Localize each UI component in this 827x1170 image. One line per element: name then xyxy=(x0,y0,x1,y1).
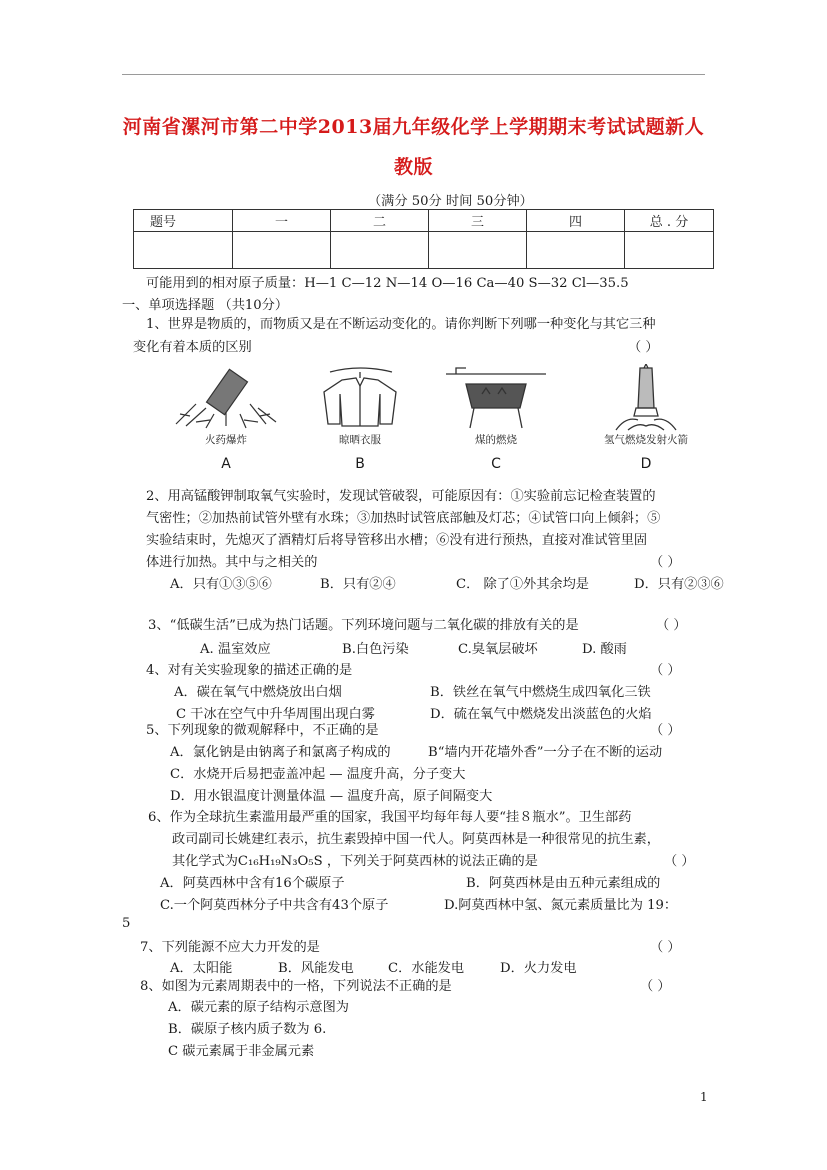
q1-text-cont: 变化有着本质的区别 xyxy=(133,340,252,355)
q1-answer-blank: （ ） xyxy=(628,340,659,355)
score-cell xyxy=(625,232,714,269)
q4-option-c: C 干冰在空气中升华周围出现白雾 xyxy=(176,707,375,722)
q2-option-d: D．只有②③⑥ xyxy=(634,577,724,592)
coal-burning-image xyxy=(436,364,556,432)
q8-text: 8、如图为元素周期表中的一格，下列说法不正确的是 xyxy=(140,979,452,994)
shirt-image xyxy=(300,364,420,432)
figure-c-caption: 煤的燃烧 xyxy=(475,434,517,446)
q1-figures xyxy=(166,364,710,476)
q7-option-d: D．火力发电 xyxy=(500,961,577,976)
q3-option-d: D. 酸雨 xyxy=(582,642,627,657)
q8-option-a: A．碳元素的原子结构示意图为 xyxy=(168,1000,349,1015)
section-heading: 一、单项选择题 （共10分） xyxy=(122,298,289,313)
q5-option-a: A．氯化钠是由钠离子和氯离子构成的 xyxy=(170,745,391,760)
q2-text: 2、用高锰酸钾制取氧气实验时，发现试管破裂，可能原因有：①实验前忘记检查装置的 xyxy=(146,489,656,504)
figure-b xyxy=(300,364,420,476)
figure-a-caption: 火药爆炸 xyxy=(205,434,247,446)
q6-option-d: D.阿莫西林中氢、氮元素质量比为 19： xyxy=(444,898,678,913)
q2-option-a: A．只有①③⑤⑥ xyxy=(170,577,272,592)
header-rule xyxy=(122,74,705,75)
q6-text-cont: 其化学式为C₁₆H₁₉N₃O₅S ，下列关于阿莫西林的说法正确的是 xyxy=(172,854,538,869)
q5-option-c: C．水烧开后易把壶盖冲起 — 温度升高，分子变大 xyxy=(170,767,466,782)
exam-info: （满分 50分 时间 50分钟） xyxy=(368,194,533,209)
q5-option-d: D．用水银温度计测量体温 — 温度升高，原子间隔变大 xyxy=(170,789,493,804)
q2-answer-blank: （ ） xyxy=(650,555,681,570)
figure-d xyxy=(586,364,706,476)
q4-answer-blank: （ ） xyxy=(650,663,681,678)
q3-option-c: C.臭氧层破坏 xyxy=(458,642,538,657)
rocket-launch-image xyxy=(586,364,706,432)
q6-text-cont: 政司副司长姚建红表示，抗生素毁掉中国一代人。阿莫西林是一种很常见的抗生素， xyxy=(172,832,660,847)
q8-option-b: B．碳原子核内质子数为 6. xyxy=(168,1022,327,1037)
page-title-cont: 教版 xyxy=(393,156,433,178)
q5-option-b: B“墙内开花墙外香”一分子在不断的运动 xyxy=(428,745,663,760)
figure-a-letter: A xyxy=(221,456,231,472)
score-cell xyxy=(331,232,429,269)
score-cell xyxy=(527,232,625,269)
q6-option-d-cont: 5 xyxy=(122,916,131,931)
figure-a xyxy=(166,364,286,476)
q6-option-c: C.一个阿莫西林分子中共含有43个原子 xyxy=(160,898,389,913)
figure-c xyxy=(436,364,556,476)
q4-option-a: A．碳在氧气中燃烧放出白烟 xyxy=(174,685,342,700)
score-cell xyxy=(429,232,527,269)
q1-text: 1、世界是物质的，而物质又是在不断运动变化的。请你判断下列哪一种变化与其它三种 xyxy=(146,317,656,332)
q6-option-a: A．阿莫西林中含有16个碳原子 xyxy=(160,876,345,891)
q5-text: 5、下列现象的微观解释中，不正确的是 xyxy=(146,723,379,738)
q7-answer-blank: （ ） xyxy=(650,940,681,955)
page-title: 河南省漯河市第二中学2013届九年级化学上学期期末考试试题新人 xyxy=(122,116,705,138)
score-header-total: 总 . 分 xyxy=(625,210,714,232)
q8-option-c: C 碳元素属于非金属元素 xyxy=(168,1044,315,1059)
q3-answer-blank: （ ） xyxy=(656,618,687,633)
q7-text: 7、下列能源不应大力开发的是 xyxy=(140,940,320,955)
q2-text-cont: 气密性；②加热前试管外壁有水珠；③加热时试管底部触及灯芯；④试管口向上倾斜；⑤ xyxy=(146,511,661,526)
score-header-label: 题号 xyxy=(134,210,233,232)
explosion-image xyxy=(166,364,286,432)
q8-answer-blank: （ ） xyxy=(640,979,671,994)
q4-option-d: D．硫在氧气中燃烧发出淡蓝色的火焰 xyxy=(430,707,652,722)
score-cell xyxy=(134,232,233,269)
q3-text: 3、“低碳生活”已成为热门话题。下列环境问题与二氧化碳的排放有关的是 xyxy=(148,618,579,633)
score-header-3: 三 xyxy=(429,210,527,232)
score-cell xyxy=(233,232,331,269)
figure-b-caption: 晾晒衣服 xyxy=(339,434,381,446)
q6-option-b: B．阿莫西林是由五种元素组成的 xyxy=(466,876,661,891)
score-header-1: 一 xyxy=(233,210,331,232)
atomic-masses: 可能用到的相对原子质量：H—1 C—12 N—14 O—16 Ca—40 S—32 Cl—35.5 xyxy=(146,276,629,291)
q2-text-cont: 实验结束时，先熄灭了酒精灯后将导管移出水槽；⑥没有进行预热，直接对准试管里固 xyxy=(146,533,648,548)
figure-c-letter: C xyxy=(491,456,501,472)
page-number: 1 xyxy=(700,1090,708,1104)
q2-text-cont: 体进行加热。其中与之相关的 xyxy=(146,555,318,570)
q3-option-b: B.白色污染 xyxy=(342,642,409,657)
score-header-4: 四 xyxy=(527,210,625,232)
q6-answer-blank: （ ） xyxy=(664,854,695,869)
q4-option-b: B．铁丝在氧气中燃烧生成四氧化三铁 xyxy=(430,685,651,700)
score-header-2: 二 xyxy=(331,210,429,232)
q7-option-c: C．水能发电 xyxy=(388,961,465,976)
q2-option-c: C． 除了①外其余均是 xyxy=(456,577,589,592)
score-table xyxy=(133,209,714,269)
q7-option-b: B．风能发电 xyxy=(278,961,354,976)
q6-text: 6、作为全球抗生素滥用最严重的国家，我国平均每年每人要“挂８瓶水”。卫生部药 xyxy=(148,810,632,825)
q3-option-a: A. 温室效应 xyxy=(200,642,271,657)
q4-text: 4、对有关实验现象的描述正确的是 xyxy=(146,663,353,678)
figure-d-letter: D xyxy=(640,456,652,472)
q2-option-b: B．只有②④ xyxy=(320,577,396,592)
q7-option-a: A．太阳能 xyxy=(170,961,233,976)
figure-b-letter: B xyxy=(355,456,365,472)
figure-d-caption: 氢气燃烧发射火箭 xyxy=(604,434,688,446)
q5-answer-blank: （ ） xyxy=(650,723,681,738)
